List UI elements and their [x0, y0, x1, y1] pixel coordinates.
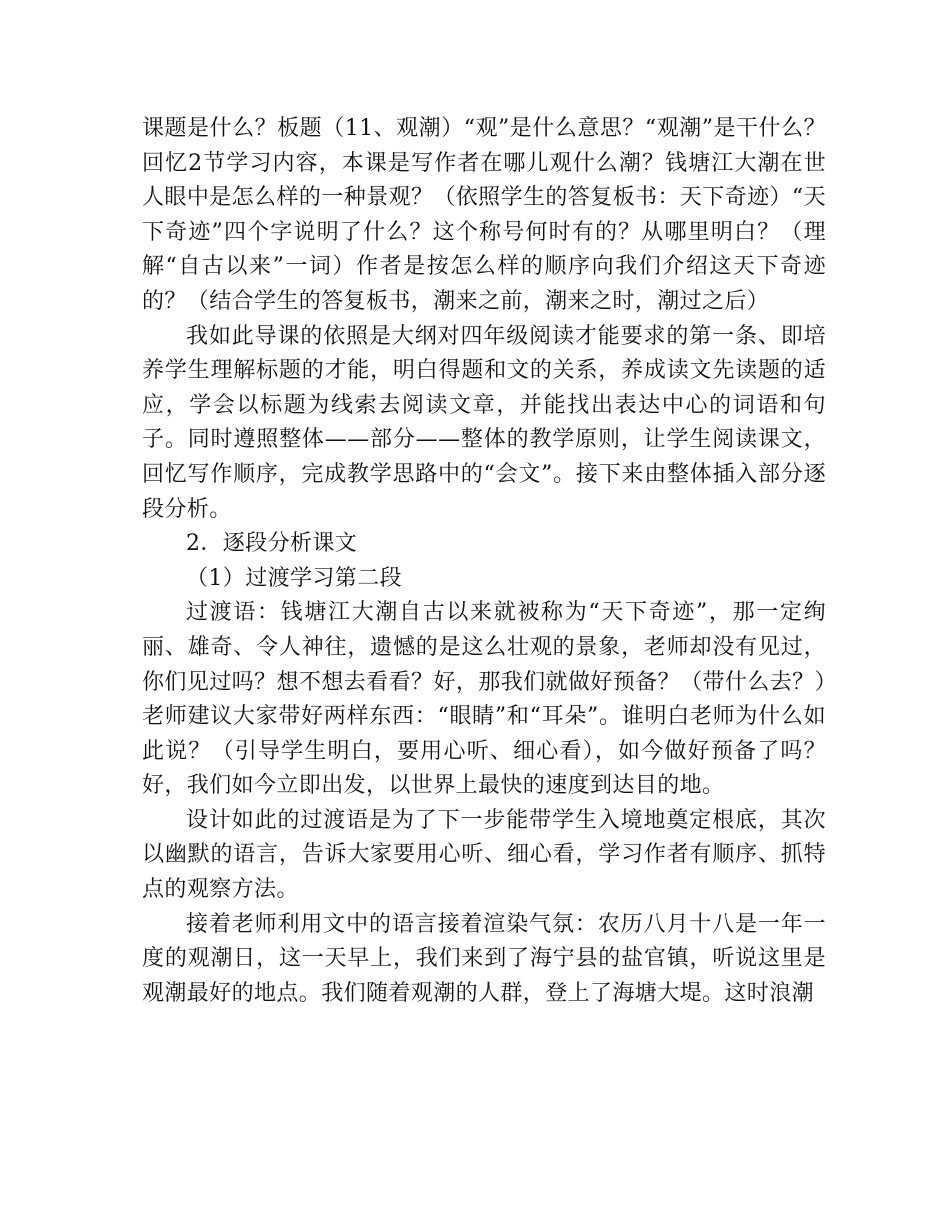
paragraph-transition-speech: 过渡语：钱塘江大潮自古以来就被称为“天下奇迹”，那一定绚丽、雄奇、令人神往，遗憾的是这么壮观的景象，老师却没有见过，你们见过吗？想不想去看看？好，那我们就做好预备？（带什么去？）老师建议大家带好两样东西：“眼睛”和“耳朵”。谁明白老师为什么如此说？（引导学生明白，要用心听、细心看），如今做好预备了吗？好，我们如今立即出发，以世界上最快的速度到达目的地。: [142, 600, 826, 799]
document-body: [142, 112, 826, 1011]
section-heading-analysis: 2．逐段分析课文: [186, 531, 358, 557]
paragraph-atmosphere: 接着老师利用文中的语言接着渲染气氛：农历八月十八是一年一度的观潮日，这一天早上，我们来到了海宁县的盐官镇，听说这里是观潮最好的地点。我们随着观潮的人群，登上了海塘大堤。这时浪潮: [142, 911, 826, 1006]
subsection-heading-second-paragraph: （1）过渡学习第二段: [186, 565, 402, 591]
paragraph-lesson-intro-rationale: 我如此导课的依照是大纲对四年级阅读才能要求的第一条、即培养学生理解标题的才能，明白得题和文的关系，养成读文先读题的适应，学会以标题为线索去阅读文章，并能找出表达中心的词语和句子。同时遵照整体——部分——整体的教学原则，让学生阅读课文，回忆写作顺序，完成教学思路中的“会文”。接下来由整体插入部分逐段分析。: [142, 323, 826, 522]
paragraph-design-intent: 设计如此的过渡语是为了下一步能带学生入境地奠定根底，其次以幽默的语言，告诉大家要用心听、细心看，学习作者有顺序、抓特点的观察方法。: [142, 807, 826, 903]
paragraph-lesson-title-questions: 课题是什么？板题（11、观潮）“观”是什么意思？“观潮”是干什么？回忆2节学习内容，本课是写作者在哪儿观什么潮？钱塘江大潮在世人眼中是怎么样的一种景观？（依照学生的答复板书：天下奇迹）“天下奇迹”四个字说明了什么？这个称号何时有的？从哪里明白？（理解“自古以来”一词）作者是按怎么样的顺序向我们介绍这天下奇迹的？（结合学生的答复板书，潮来之前，潮来之时，潮过之后）: [142, 116, 826, 314]
